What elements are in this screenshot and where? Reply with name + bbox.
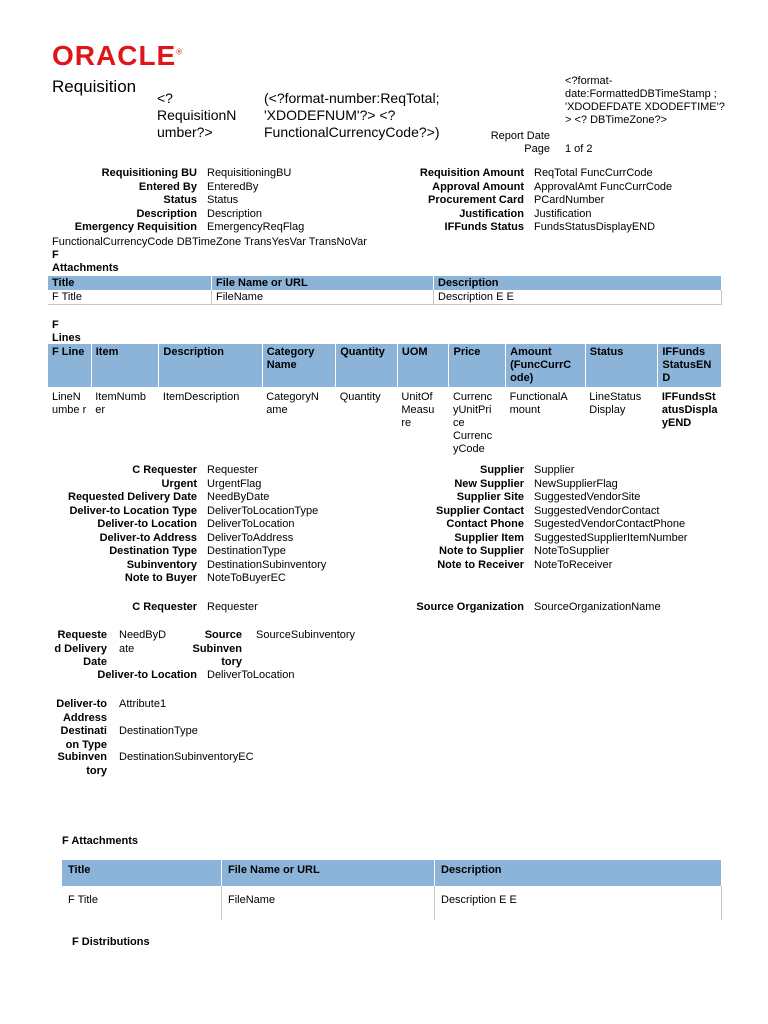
- column-header: File Name or URL: [222, 860, 435, 886]
- field-value: SuggestedVendorContact: [534, 504, 660, 517]
- internal-requester-row: [52, 601, 258, 615]
- detail-row: [390, 464, 687, 478]
- column-header: Description: [435, 860, 722, 886]
- variables-line: FunctionalCurrencyCode DBTimeZone TransYesVar TransNoVar: [52, 236, 367, 248]
- page-label: Page: [524, 143, 550, 155]
- table-row: [62, 886, 722, 920]
- field-value: Attribute1: [119, 698, 167, 710]
- summary-row: [390, 208, 672, 222]
- field-label: Status: [163, 194, 197, 206]
- column-header: UOM: [397, 344, 449, 387]
- field-label: Description: [136, 207, 197, 220]
- lines-f-marker: F: [52, 319, 59, 331]
- table-cell: Description E E: [434, 290, 722, 305]
- field-value: RequisitioningBU: [207, 167, 292, 179]
- attachments-heading: Attachments: [52, 262, 119, 274]
- table-cell: UnitOf Measu re: [401, 391, 435, 429]
- table-cell: F Title: [48, 290, 212, 305]
- field-value: SourceOrganizationName: [534, 601, 661, 613]
- table-cell: IFFundsSt atusDispla yEND: [661, 391, 718, 429]
- field-value: SourceSubinventory: [256, 629, 356, 641]
- field-value: NeedByDate: [207, 491, 270, 503]
- table-cell: Quantity: [339, 391, 381, 403]
- field-value: SuggestedSupplierItemNumber: [534, 531, 688, 544]
- line-detail-right: [390, 464, 687, 572]
- requisition-number: <? RequisitionN umber?>: [157, 90, 237, 140]
- field-value: Requester: [207, 601, 258, 613]
- field-label: Deliver-to Location Type: [69, 504, 197, 517]
- summary-row: [390, 181, 672, 195]
- detail-row: [52, 559, 326, 573]
- requisition-total: (<?format-number:ReqTotal; 'XDODEFNUM'?> <? FunctionalCurrencyCode?>): [264, 90, 440, 140]
- column-header: Description: [434, 276, 722, 290]
- field-label: Note to Receiver: [437, 558, 524, 571]
- distributions-heading: F Distributions: [72, 936, 150, 948]
- summary-row: [390, 167, 672, 181]
- table-cell: LineStatus Display: [589, 391, 642, 416]
- field-value: UrgentFlag: [207, 477, 262, 490]
- table-row: [48, 290, 722, 305]
- table-cell: FunctionalA mount: [509, 391, 568, 416]
- attachments-table: [48, 276, 722, 305]
- detail-row: [52, 478, 326, 492]
- summary-right: [390, 167, 672, 235]
- detail-row: [390, 478, 687, 492]
- column-header: Price: [449, 344, 506, 387]
- field-value: ReqTotal FuncCurrCode: [534, 167, 653, 179]
- field-value: ApprovalAmt FuncCurrCode: [534, 180, 673, 193]
- column-header: Quantity: [336, 344, 398, 387]
- table-row: [48, 387, 722, 460]
- field-value: NeedByD ate: [119, 629, 167, 655]
- detail-row: [52, 572, 326, 586]
- detail-row: [52, 505, 326, 519]
- field-label: Requeste d Delivery Date: [54, 629, 107, 668]
- column-header: Status: [585, 344, 658, 387]
- summary-row: [52, 194, 304, 208]
- field-value: NoteToReceiver: [534, 558, 613, 571]
- column-header: Title: [48, 276, 212, 290]
- field-label: C Requester: [132, 601, 197, 613]
- table-header-row: [48, 344, 722, 387]
- field-label: Requisitioning BU: [101, 167, 197, 179]
- field-label: Deliver-to Location: [97, 518, 197, 530]
- field-value: DeliverToLocation: [207, 669, 295, 681]
- table-cell: LineN umbe r: [52, 391, 87, 416]
- field-value: EnteredBy: [207, 180, 259, 193]
- field-label: Urgent: [161, 477, 197, 490]
- detail-row: [52, 518, 326, 532]
- line-detail-left: [52, 464, 326, 586]
- table-header-row: [62, 860, 722, 886]
- lines-table: [48, 344, 722, 460]
- field-value: Justification: [534, 207, 592, 220]
- field-label: Contact Phone: [446, 518, 524, 530]
- field-value: DestinationSubinventoryEC: [119, 751, 254, 763]
- table-cell: ItemNumb er: [95, 391, 146, 416]
- column-header: IFFunds StatusEN D: [658, 344, 722, 387]
- detail-row: [390, 518, 687, 532]
- table-cell: CategoryN ame: [266, 391, 319, 416]
- field-value: DeliverToAddress: [207, 531, 294, 544]
- column-header: Item: [91, 344, 159, 387]
- field-value: SugestedVendorContactPhone: [534, 518, 686, 530]
- detail-row: [52, 532, 326, 546]
- field-value: NewSupplierFlag: [534, 477, 618, 490]
- field-label: Subinven tory: [57, 751, 107, 777]
- field-label: Justification: [459, 207, 524, 220]
- detail-row: [390, 505, 687, 519]
- summary-row: [390, 221, 672, 235]
- field-value: DestinationType: [207, 545, 286, 557]
- page-number: 1 of 2: [565, 143, 593, 155]
- field-value: FundsStatusDisplayEND: [534, 221, 656, 233]
- field-label: Supplier Contact: [435, 504, 524, 517]
- f-marker: F: [52, 249, 59, 261]
- detail-row: [390, 532, 687, 546]
- field-label: Destination Type: [109, 545, 197, 557]
- deliver-to-location-row: [52, 669, 294, 683]
- column-header: File Name or URL: [212, 276, 434, 290]
- field-label: Supplier Site: [456, 491, 524, 503]
- field-value: DestinationType: [119, 725, 198, 737]
- field-label: Source Subinven tory: [192, 629, 242, 668]
- field-label: Destinati on Type: [60, 725, 107, 751]
- summary-row: [52, 221, 304, 235]
- report-date-label: Report Date: [490, 130, 550, 142]
- source-organization-row: [390, 601, 661, 615]
- table-cell: Description E E: [435, 886, 722, 920]
- column-header: Title: [62, 860, 222, 886]
- field-value: DestinationSubinventory: [207, 558, 327, 571]
- table-cell: ItemDescription: [162, 391, 240, 403]
- field-label: Supplier Item: [454, 531, 524, 544]
- field-label: Deliver-to Address: [99, 531, 197, 544]
- table-cell: F Title: [62, 886, 222, 920]
- field-label: Approval Amount: [432, 180, 524, 193]
- field-value: Supplier: [534, 464, 575, 476]
- table-header-row: [48, 276, 722, 290]
- table-cell: Currenc yUnitPri ce Currenc yCode: [452, 391, 493, 455]
- field-label: Entered By: [138, 180, 197, 193]
- detail-row: [52, 464, 326, 478]
- field-value: Status: [207, 194, 239, 206]
- column-header: Description: [159, 344, 262, 387]
- field-label: Deliver-to Location: [97, 669, 197, 681]
- field-label: Procurement Card: [428, 194, 524, 206]
- field-label: Note to Buyer: [124, 572, 197, 584]
- field-label: Note to Supplier: [439, 545, 524, 557]
- column-header: F Line: [48, 344, 91, 387]
- detail-row: [390, 545, 687, 559]
- report-timestamp: <?format-date:FormattedDBTimeStamp ; 'XDODEFDATE XDODEFTIME'?> <? DBTimeZone?>: [565, 75, 725, 126]
- field-label: Subinventory: [126, 558, 197, 571]
- field-label: New Supplier: [454, 477, 524, 490]
- summary-row: [52, 181, 304, 195]
- table-cell: FileName: [212, 290, 434, 305]
- detail-row: [52, 545, 326, 559]
- field-value: DeliverToLocationType: [207, 504, 319, 517]
- lines-heading: Lines: [52, 332, 81, 344]
- field-value: DeliverToLocation: [207, 518, 295, 530]
- field-value: EmergencyReqFlag: [207, 221, 305, 233]
- field-label: Source Organization: [416, 601, 524, 613]
- field-label: Requisition Amount: [419, 167, 524, 179]
- summary-left: [52, 167, 304, 235]
- field-value: NoteToBuyerEC: [207, 572, 286, 584]
- detail-row: [390, 491, 687, 505]
- detail-row: [390, 559, 687, 573]
- field-label: Deliver-to Address: [56, 698, 107, 724]
- column-header: Category Name: [262, 344, 336, 387]
- field-label: Requested Delivery Date: [68, 491, 197, 503]
- field-label: IFFunds Status: [444, 221, 524, 233]
- field-value: PCardNumber: [534, 194, 605, 206]
- table-cell: FileName: [222, 886, 435, 920]
- field-value: NoteToSupplier: [534, 545, 610, 557]
- summary-row: [52, 208, 304, 222]
- page-title: Requisition: [52, 77, 137, 96]
- oracle-logo: ORACLE®: [52, 40, 184, 71]
- summary-row: [390, 194, 672, 208]
- field-label: C Requester: [132, 464, 197, 476]
- summary-row: [52, 167, 304, 181]
- detail-row: [52, 491, 326, 505]
- field-value: Description: [207, 207, 263, 220]
- attachments-heading: F Attachments: [62, 835, 138, 847]
- field-label: Emergency Requisition: [74, 221, 197, 233]
- attachments-table-bottom: [62, 860, 722, 920]
- column-header: Amount (FuncCurrC ode): [506, 344, 586, 387]
- field-value: SuggestedVendorSite: [534, 491, 641, 503]
- field-value: Requester: [207, 464, 258, 476]
- field-label: Supplier: [479, 464, 524, 476]
